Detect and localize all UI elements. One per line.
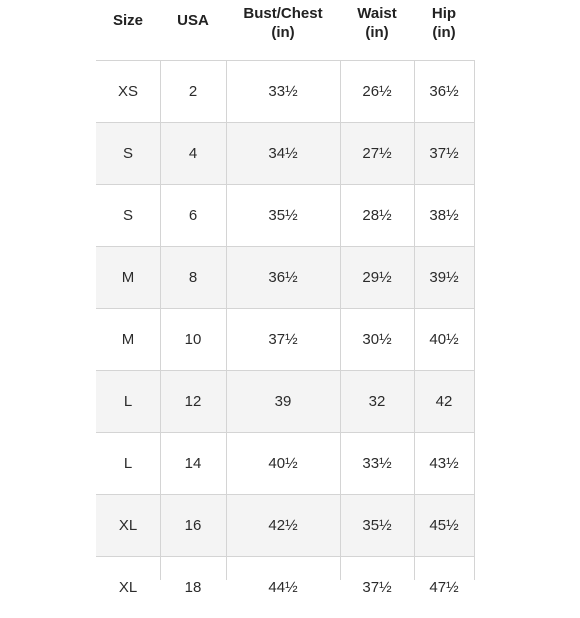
cell-usa: 18	[184, 578, 202, 596]
header-waist	[340, 0, 414, 60]
cell-usa: 10	[184, 330, 202, 348]
table-row	[0, 246, 580, 308]
cell-size: S	[122, 206, 133, 224]
cell-bust-chest: 40½	[268, 454, 298, 472]
header-waist-unit: (in)	[365, 24, 389, 41]
cell-hip: 42	[435, 392, 453, 410]
row-divider	[96, 432, 474, 433]
column-divider	[474, 60, 475, 580]
header-waist-label: Waist	[357, 5, 397, 22]
table-header-row	[0, 0, 580, 60]
cell-usa: 12	[184, 392, 202, 410]
table-row	[0, 60, 580, 122]
cell-size: L	[123, 392, 133, 410]
cell-size: XL	[118, 578, 138, 596]
cell-hip: 38½	[429, 206, 459, 224]
cell-waist: 37½	[362, 578, 392, 596]
column-divider	[414, 60, 415, 580]
row-divider	[96, 370, 474, 371]
row-divider	[96, 556, 474, 557]
cell-bust-chest: 42½	[268, 516, 298, 534]
cell-waist: 35½	[362, 516, 392, 534]
cell-bust-chest: 37½	[268, 330, 298, 348]
header-size	[96, 0, 160, 60]
cell-usa: 8	[188, 268, 198, 286]
cell-waist: 30½	[362, 330, 392, 348]
cell-bust-chest: 35½	[268, 206, 298, 224]
cell-hip: 47½	[429, 578, 459, 596]
cell-size: XS	[117, 82, 138, 100]
header-hip-label: Hip	[431, 5, 457, 22]
cell-hip: 43½	[429, 454, 459, 472]
column-divider	[226, 60, 227, 580]
cell-usa: 2	[188, 82, 198, 100]
cell-waist: 28½	[362, 206, 392, 224]
row-divider	[96, 122, 474, 123]
header-hip	[414, 0, 474, 60]
row-divider	[96, 60, 474, 61]
cell-hip: 37½	[429, 144, 459, 162]
cell-bust-chest: 33½	[268, 82, 298, 100]
table-row	[0, 556, 580, 618]
table-row	[0, 184, 580, 246]
header-hip-unit: (in)	[432, 24, 456, 41]
cell-waist: 32	[368, 392, 386, 410]
header-usa-label: USA	[177, 12, 209, 29]
cell-usa: 6	[188, 206, 198, 224]
cell-usa: 14	[184, 454, 202, 472]
cell-bust-chest: 39	[274, 392, 292, 410]
cell-bust-chest: 44½	[268, 578, 298, 596]
cell-size: S	[122, 144, 133, 162]
table-row	[0, 122, 580, 184]
cell-waist: 29½	[362, 268, 392, 286]
cell-size: L	[123, 454, 133, 472]
table-row	[0, 370, 580, 432]
cell-hip: 40½	[429, 330, 459, 348]
cell-waist: 27½	[362, 144, 392, 162]
cell-hip: 45½	[429, 516, 459, 534]
header-usa	[160, 0, 226, 60]
cell-hip: 36½	[429, 82, 459, 100]
cell-size: M	[121, 268, 135, 286]
column-divider	[340, 60, 341, 580]
cell-waist: 26½	[362, 82, 392, 100]
cell-bust-chest: 36½	[268, 268, 298, 286]
cell-usa: 16	[184, 516, 202, 534]
cell-waist: 33½	[362, 454, 392, 472]
header-size-label: Size	[112, 12, 143, 29]
cell-usa: 4	[188, 144, 198, 162]
row-divider	[96, 494, 474, 495]
header-bust-chest	[226, 0, 340, 60]
header-bust-chest-unit: (in)	[271, 24, 295, 41]
table-row	[0, 308, 580, 370]
table-row	[0, 494, 580, 556]
table-row	[0, 432, 580, 494]
cell-hip: 39½	[429, 268, 459, 286]
column-divider	[160, 60, 161, 580]
row-divider	[96, 308, 474, 309]
cell-size: XL	[118, 516, 138, 534]
cell-bust-chest: 34½	[268, 144, 298, 162]
cell-size: M	[121, 330, 135, 348]
header-bust-chest-label: Bust/Chest	[243, 5, 323, 22]
row-divider	[96, 246, 474, 247]
row-divider	[96, 184, 474, 185]
